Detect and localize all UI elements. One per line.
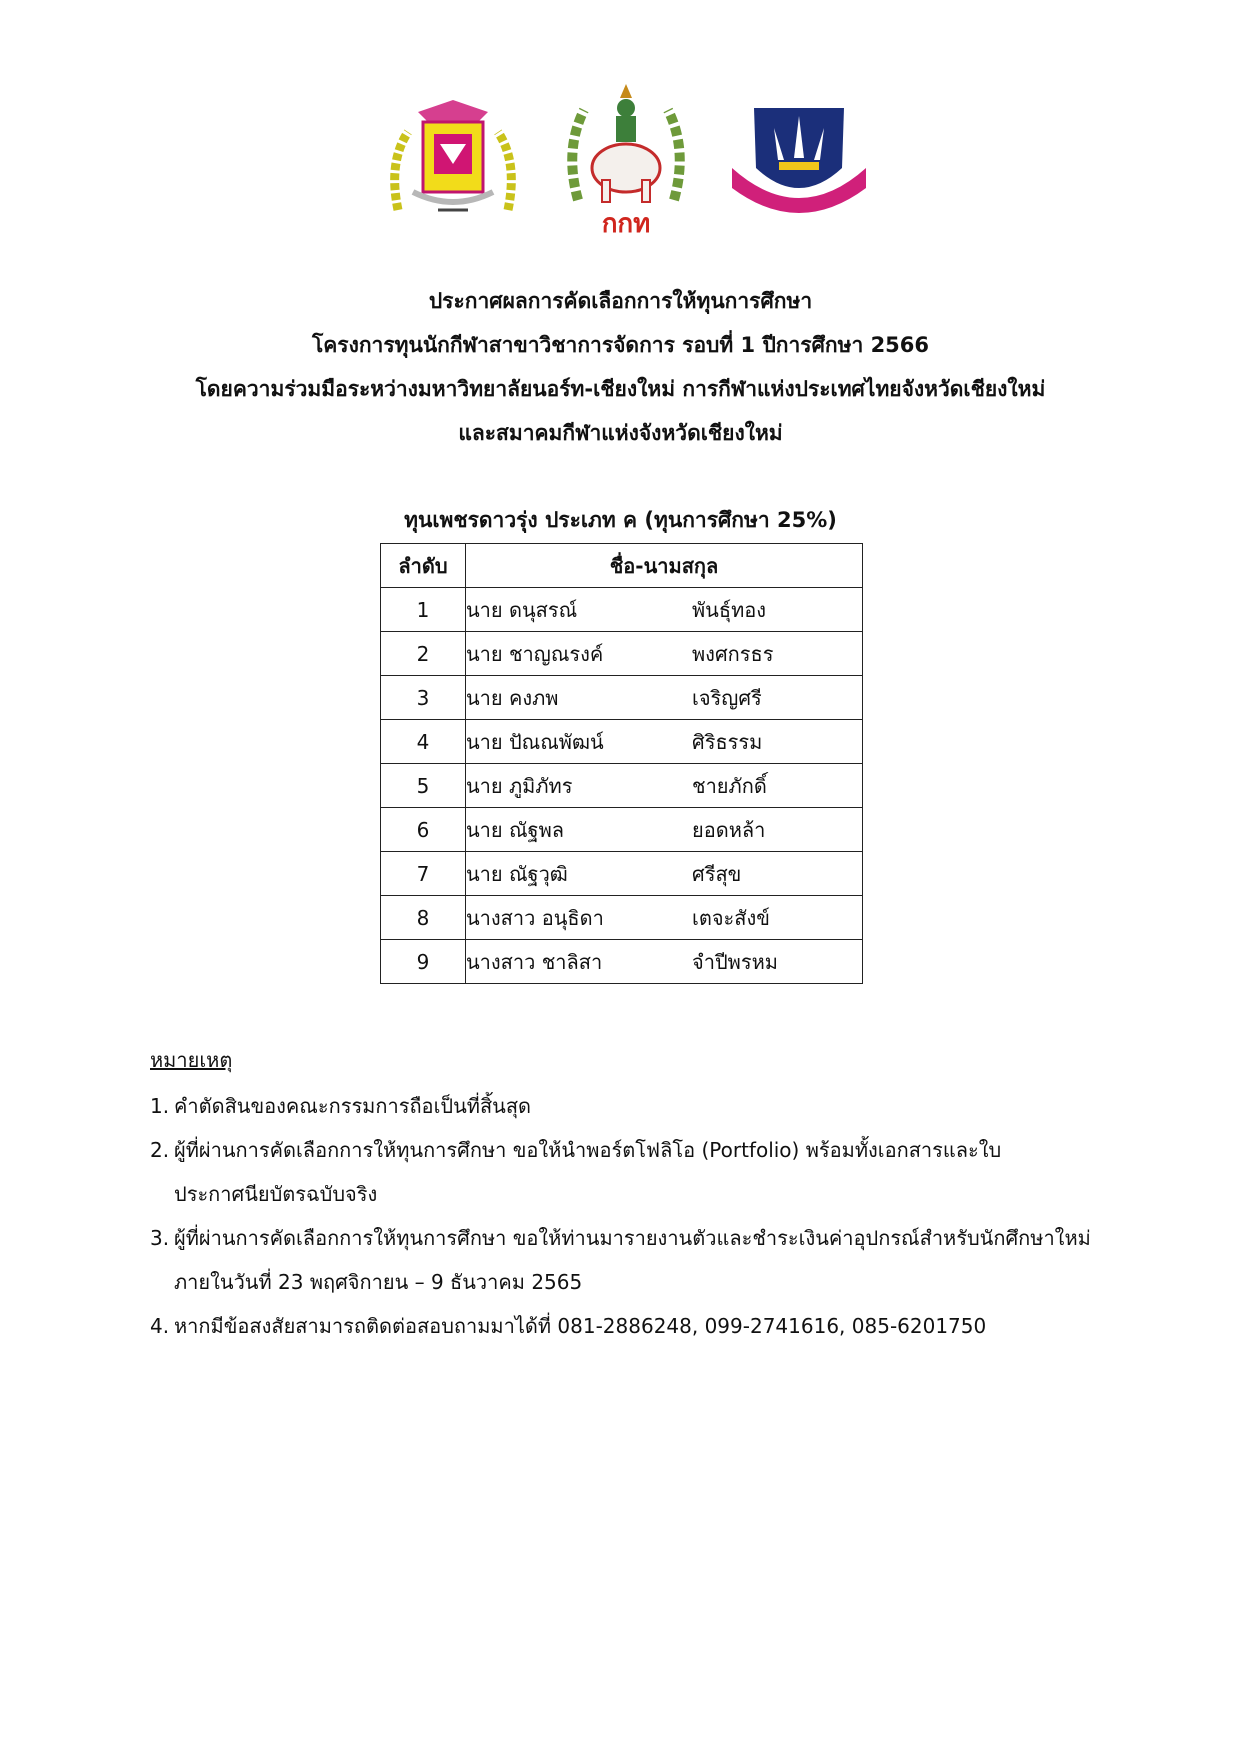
recipient-first-name: นาย ปัณณพัฒน์ [466,729,604,754]
program-title: โครงการทุนนักกีฬาสาขาวิชาการจัดการ รอบที่ 1 ปีการศึกษา 2566 [311,333,930,357]
recipient-last-name: เตจะสังข์ [692,905,770,930]
header-name: ชื่อ-นามสกุล [466,544,863,588]
recipient-last-name: ศิริธรรม [692,729,763,754]
recipient-name-cell [466,940,863,984]
row-number: 6 [381,808,466,852]
note-item [150,1128,1110,1216]
recipient-last-name: เจริญศรี [692,685,762,710]
row-number: 4 [381,720,466,764]
note-text: ผู้ที่ผ่านการคัดเลือกการให้ทุนการศึกษา ขอให้ท่านมารายงานตัวและชำระเงินค่าอุปกรณ์สำหรับนักศึกษาใหม่ ภายในวันที่ 23 พฤศจิกายน – 9 ธันวาคม 2565 [174,1226,1091,1294]
recipient-first-name: นาย ณัฐพล [466,817,565,842]
row-number: 9 [381,940,466,984]
table-row [381,588,863,632]
note-text: หากมีข้อสงสัยสามารถติดต่อสอบถามมาได้ที่ 081-2886248, 099-2741616, 085-6201750 [174,1314,987,1338]
recipient-name-cell [466,852,863,896]
table-header-row [381,544,863,588]
row-number: 7 [381,852,466,896]
recipient-first-name: นาย คงภพ [466,685,559,710]
table-row [381,808,863,852]
recipient-name-cell [466,676,863,720]
note-number: 3. [150,1226,170,1250]
announcement-title: ประกาศผลการคัดเลือกการให้ทุนการศึกษา [428,289,813,313]
recipient-name-cell [466,588,863,632]
recipient-name-cell [466,632,863,676]
note-number: 4. [150,1314,170,1338]
recipient-first-name: นางสาว อนุธิดา [466,905,604,930]
table-row [381,720,863,764]
recipient-first-name: นางสาว ชาลิสา [466,949,603,974]
recipient-name-cell [466,896,863,940]
recipient-first-name: นาย ณัฐวุฒิ [466,861,568,886]
notes-title: หมายเหตุ [150,1048,233,1072]
note-text: คำตัดสินของคณะกรรมการถือเป็นที่สิ้นสุด [174,1094,532,1118]
recipient-table [380,543,863,984]
recipient-first-name: นาย ชาญณรงค์ [466,641,604,666]
row-number: 8 [381,896,466,940]
recipient-last-name: จำปีพรหม [692,949,778,974]
table-row [381,852,863,896]
table-row [381,632,863,676]
sports-authority-logo [560,80,692,238]
recipient-first-name: นาย ภูมิภัทร [466,773,573,798]
row-number: 3 [381,676,466,720]
school-crest-logo [378,92,528,224]
logo-strip [0,80,1241,240]
scholarship-category-title: ทุนเพชรดาวรุ่ง ประเภท ค (ทุนการศึกษา 25%) [404,508,837,532]
cooperation-line: โดยความร่วมมือระหว่างมหาวิทยาลัยนอร์ท-เชียงใหม่ การกีฬาแห่งประเทศไทยจังหวัดเชียงใหม่ [195,377,1046,401]
association-crest-logo [724,98,874,218]
recipient-last-name: ศรีสุข [692,861,742,886]
recipient-name-cell [466,720,863,764]
recipient-name-cell [466,808,863,852]
recipient-last-name: ชายภักดิ์ [692,773,767,798]
recipient-first-name: นาย ดนุสรณ์ [466,597,578,622]
recipient-last-name: พงศกรธร [692,641,774,666]
table-row [381,896,863,940]
header-no: ลำดับ [381,544,466,588]
note-item [150,1084,1110,1128]
row-number: 1 [381,588,466,632]
table-row [381,940,863,984]
recipient-last-name: พันธุ์ทอง [692,597,767,622]
notes-section [150,1040,1110,1348]
table-row [381,676,863,720]
emblem-lettering: กกท [601,209,651,238]
row-number: 5 [381,764,466,808]
note-number: 2. [150,1138,170,1162]
cooperation-line-continued: และสมาคมกีฬาแห่งจังหวัดเชียงใหม่ [458,421,783,445]
row-number: 2 [381,632,466,676]
recipient-name-cell [466,764,863,808]
note-number: 1. [150,1094,170,1118]
recipient-last-name: ยอดหล้า [692,817,766,842]
note-item [150,1304,1110,1348]
table-row [381,764,863,808]
note-text: ผู้ที่ผ่านการคัดเลือกการให้ทุนการศึกษา ขอให้นำพอร์ตโฟลิโอ (Portfolio) พร้อมทั้งเอกสารและใบประกาศนียบัตรฉบับจริง [174,1138,1002,1206]
note-item [150,1216,1110,1304]
